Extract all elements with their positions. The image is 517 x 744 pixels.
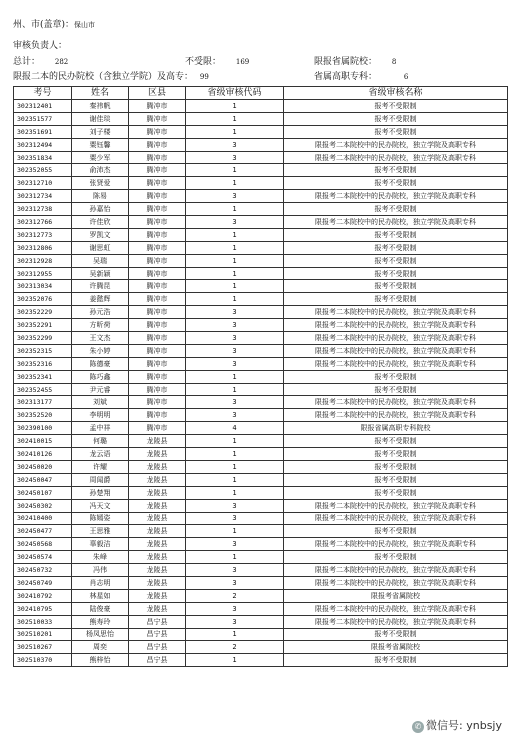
cell-county: 腾冲市 bbox=[129, 125, 186, 138]
table-row bbox=[14, 538, 508, 551]
cell-review-name: 报考不受限制 bbox=[284, 125, 508, 138]
cell-review-code: 2 bbox=[186, 641, 284, 654]
cell-exam-no: 302312955 bbox=[14, 267, 72, 280]
cell-review-name: 报考不受限制 bbox=[284, 241, 508, 254]
cell-review-code: 3 bbox=[186, 332, 284, 345]
cell-county: 龙陵县 bbox=[129, 576, 186, 589]
cell-exam-no: 302450574 bbox=[14, 551, 72, 564]
cell-review-code: 1 bbox=[186, 293, 284, 306]
cell-name: 陈德豪 bbox=[72, 357, 129, 370]
col-header-county: 区县 bbox=[129, 87, 186, 100]
vocational-label: 省属高职专科： bbox=[314, 72, 378, 82]
cell-exam-no: 302351691 bbox=[14, 125, 72, 138]
cell-county: 腾冲市 bbox=[129, 357, 186, 370]
cell-review-code: 3 bbox=[186, 538, 284, 551]
cell-review-code: 1 bbox=[186, 164, 284, 177]
cell-review-name: 限报考二本院校中的民办院校，独立学院及高职专科 bbox=[284, 576, 508, 589]
cell-exam-no: 302410126 bbox=[14, 448, 72, 461]
cell-name: 周闻爵 bbox=[72, 473, 129, 486]
cell-exam-no: 302312401 bbox=[14, 100, 72, 113]
cell-name: 陈嫣姿 bbox=[72, 512, 129, 525]
cell-county: 腾冲市 bbox=[129, 344, 186, 357]
table-row bbox=[14, 177, 508, 190]
cell-county: 腾冲市 bbox=[129, 100, 186, 113]
provincial-line bbox=[314, 57, 396, 68]
cell-review-code: 1 bbox=[186, 267, 284, 280]
cell-review-code: 1 bbox=[186, 448, 284, 461]
unrestricted-value: 169 bbox=[235, 58, 250, 66]
table-row bbox=[14, 589, 508, 602]
cell-review-code: 1 bbox=[186, 203, 284, 216]
cell-review-name: 限报考二本院校中的民办院校，独立学院及高职专科 bbox=[284, 357, 508, 370]
cell-review-name: 限报考省属院校 bbox=[284, 589, 508, 602]
cell-exam-no: 302313034 bbox=[14, 280, 72, 293]
cell-review-name: 限报考二本院校中的民办院校，独立学院及高职专科 bbox=[284, 216, 508, 229]
cell-review-name: 报考不受限制 bbox=[284, 280, 508, 293]
cell-county: 腾冲市 bbox=[129, 138, 186, 151]
cell-name: 吴瑞 bbox=[72, 254, 129, 267]
cell-exam-no: 302352315 bbox=[14, 344, 72, 357]
cell-county: 腾冲市 bbox=[129, 267, 186, 280]
cell-exam-no: 302450477 bbox=[14, 525, 72, 538]
cell-county: 昌宁县 bbox=[129, 641, 186, 654]
cell-review-code: 1 bbox=[186, 254, 284, 267]
vocational-line bbox=[314, 72, 408, 83]
cell-county: 腾冲市 bbox=[129, 151, 186, 164]
cell-review-code: 3 bbox=[186, 499, 284, 512]
cell-review-name: 报考不受限制 bbox=[284, 112, 508, 125]
cell-review-code: 1 bbox=[186, 280, 284, 293]
cell-county: 龙陵县 bbox=[129, 499, 186, 512]
private-value: 99 bbox=[199, 73, 209, 81]
cell-exam-no: 302312766 bbox=[14, 216, 72, 229]
total-value: 282 bbox=[54, 58, 69, 66]
table-row bbox=[14, 100, 508, 113]
cell-review-name: 报考不受限制 bbox=[284, 228, 508, 241]
cell-review-code: 1 bbox=[186, 654, 284, 667]
col-header-review-name: 省级审核名称 bbox=[284, 87, 508, 100]
cell-review-code: 1 bbox=[186, 370, 284, 383]
table-row bbox=[14, 125, 508, 138]
reviewer-line bbox=[13, 41, 67, 52]
watermark-text: 微信号: ynbsjy bbox=[426, 719, 502, 732]
cell-county: 腾冲市 bbox=[129, 190, 186, 203]
cell-exam-no: 302313177 bbox=[14, 396, 72, 409]
cell-exam-no: 302450107 bbox=[14, 486, 72, 499]
cell-county: 龙陵县 bbox=[129, 538, 186, 551]
col-header-exam-no: 考号 bbox=[14, 87, 72, 100]
table-row bbox=[14, 409, 508, 422]
cell-county: 腾冲市 bbox=[129, 177, 186, 190]
cell-county: 龙陵县 bbox=[129, 589, 186, 602]
cell-review-name: 报考不受限制 bbox=[284, 448, 508, 461]
cell-name: 俞沛杰 bbox=[72, 164, 129, 177]
cell-exam-no: 302450732 bbox=[14, 564, 72, 577]
table-row bbox=[14, 460, 508, 473]
cell-exam-no: 302351577 bbox=[14, 112, 72, 125]
cell-name: 粟少军 bbox=[72, 151, 129, 164]
cell-review-name: 报考不受限制 bbox=[284, 267, 508, 280]
cell-review-name: 限报考二本院校中的民办院校，独立学院及高职专科 bbox=[284, 602, 508, 615]
table-row bbox=[14, 138, 508, 151]
cell-name: 许耀 bbox=[72, 460, 129, 473]
table-row bbox=[14, 396, 508, 409]
cell-review-name: 报考不受限制 bbox=[284, 551, 508, 564]
table-row bbox=[14, 551, 508, 564]
cell-county: 龙陵县 bbox=[129, 435, 186, 448]
cell-name: 周奕 bbox=[72, 641, 129, 654]
cell-name: 陈巧鑫 bbox=[72, 370, 129, 383]
provincial-label: 限报省属院校： bbox=[314, 57, 378, 67]
table-row bbox=[14, 473, 508, 486]
cell-review-name: 报考不受限制 bbox=[284, 383, 508, 396]
cell-exam-no: 302352055 bbox=[14, 164, 72, 177]
cell-review-code: 3 bbox=[186, 344, 284, 357]
cell-exam-no: 302352291 bbox=[14, 319, 72, 332]
cell-name: 肖志明 bbox=[72, 576, 129, 589]
wechat-icon: ✆ bbox=[412, 721, 424, 733]
cell-review-code: 1 bbox=[186, 125, 284, 138]
vocational-value: 6 bbox=[403, 73, 409, 81]
cell-review-name: 报考不受限制 bbox=[284, 525, 508, 538]
prefecture-label: 州、市(盖章)： bbox=[13, 20, 75, 30]
cell-review-code: 1 bbox=[186, 228, 284, 241]
cell-review-name: 限报考二本院校中的民办院校，独立学院及高职专科 bbox=[284, 151, 508, 164]
cell-name: 冯伟 bbox=[72, 564, 129, 577]
table-header-row bbox=[14, 87, 508, 100]
table-row bbox=[14, 448, 508, 461]
cell-review-code: 2 bbox=[186, 589, 284, 602]
cell-review-code: 1 bbox=[186, 383, 284, 396]
cell-exam-no: 302352455 bbox=[14, 383, 72, 396]
table-row bbox=[14, 525, 508, 538]
cell-name: 谢佳琰 bbox=[72, 112, 129, 125]
cell-exam-no: 302450568 bbox=[14, 538, 72, 551]
table-row bbox=[14, 190, 508, 203]
cell-name: 辜毅洁 bbox=[72, 538, 129, 551]
table-row bbox=[14, 280, 508, 293]
cell-county: 昌宁县 bbox=[129, 628, 186, 641]
table-row bbox=[14, 241, 508, 254]
cell-name: 许腾昆 bbox=[72, 280, 129, 293]
cell-exam-no: 302410015 bbox=[14, 435, 72, 448]
cell-review-name: 限报考二本院校中的民办院校，独立学院及高职专科 bbox=[284, 138, 508, 151]
cell-name: 陈易 bbox=[72, 190, 129, 203]
cell-review-name: 报考不受限制 bbox=[284, 654, 508, 667]
cell-county: 龙陵县 bbox=[129, 473, 186, 486]
table-row bbox=[14, 344, 508, 357]
cell-name: 吴新颖 bbox=[72, 267, 129, 280]
cell-name: 朱峰 bbox=[72, 551, 129, 564]
cell-exam-no: 302312773 bbox=[14, 228, 72, 241]
private-label: 限报二本的民办院校（含独立学院）及高专： bbox=[13, 72, 194, 82]
cell-review-code: 1 bbox=[186, 628, 284, 641]
table-row bbox=[14, 254, 508, 267]
cell-exam-no: 302450749 bbox=[14, 576, 72, 589]
cell-county: 腾冲市 bbox=[129, 280, 186, 293]
unrestricted-label: 不受限： bbox=[185, 57, 222, 67]
cell-review-code: 3 bbox=[186, 151, 284, 164]
table-row bbox=[14, 383, 508, 396]
table-row bbox=[14, 641, 508, 654]
cell-name: 粟钰馨 bbox=[72, 138, 129, 151]
cell-county: 腾冲市 bbox=[129, 396, 186, 409]
cell-exam-no: 302410795 bbox=[14, 602, 72, 615]
cell-review-code: 1 bbox=[186, 100, 284, 113]
cell-county: 龙陵县 bbox=[129, 448, 186, 461]
cell-review-code: 3 bbox=[186, 409, 284, 422]
cell-county: 腾冲市 bbox=[129, 370, 186, 383]
table-row bbox=[14, 293, 508, 306]
cell-county: 腾冲市 bbox=[129, 254, 186, 267]
cell-county: 腾冲市 bbox=[129, 293, 186, 306]
cell-review-name: 限报考二本院校中的民办院校，独立学院及高职专科 bbox=[284, 396, 508, 409]
table-row bbox=[14, 628, 508, 641]
cell-review-name: 报考不受限制 bbox=[284, 254, 508, 267]
cell-county: 腾冲市 bbox=[129, 409, 186, 422]
cell-name: 张贤爱 bbox=[72, 177, 129, 190]
table-row bbox=[14, 499, 508, 512]
cell-review-name: 报考不受限制 bbox=[284, 460, 508, 473]
cell-review-name: 限报考二本院校中的民办院校，独立学院及高职专科 bbox=[284, 512, 508, 525]
cell-review-name: 报考不受限制 bbox=[284, 203, 508, 216]
cell-review-code: 3 bbox=[186, 190, 284, 203]
provincial-value: 8 bbox=[391, 58, 397, 66]
cell-review-code: 1 bbox=[186, 551, 284, 564]
cell-review-code: 3 bbox=[186, 357, 284, 370]
cell-review-name: 限报考二本院校中的民办院校，独立学院及高职专科 bbox=[284, 409, 508, 422]
cell-county: 腾冲市 bbox=[129, 241, 186, 254]
cell-exam-no: 302352341 bbox=[14, 370, 72, 383]
table-row bbox=[14, 357, 508, 370]
table-row bbox=[14, 564, 508, 577]
prefecture-value: 保山市 bbox=[74, 21, 96, 29]
cell-name: 朱小婷 bbox=[72, 344, 129, 357]
cell-review-name: 限报考二本院校中的民办院校，独立学院及高职专科 bbox=[284, 344, 508, 357]
table-row bbox=[14, 435, 508, 448]
cell-name: 王文杰 bbox=[72, 332, 129, 345]
cell-county: 腾冲市 bbox=[129, 203, 186, 216]
cell-exam-no: 302450047 bbox=[14, 473, 72, 486]
cell-review-name: 报考不受限制 bbox=[284, 293, 508, 306]
cell-review-name: 报考不受限制 bbox=[284, 435, 508, 448]
cell-review-code: 1 bbox=[186, 241, 284, 254]
cell-name: 熊梓怡 bbox=[72, 654, 129, 667]
cell-county: 腾冲市 bbox=[129, 319, 186, 332]
cell-county: 腾冲市 bbox=[129, 112, 186, 125]
cell-exam-no: 302312738 bbox=[14, 203, 72, 216]
cell-exam-no: 302390100 bbox=[14, 422, 72, 435]
cell-name: 方昕荷 bbox=[72, 319, 129, 332]
cell-name: 罗凯文 bbox=[72, 228, 129, 241]
cell-review-name: 报考不受限制 bbox=[284, 100, 508, 113]
cell-review-code: 3 bbox=[186, 306, 284, 319]
cell-review-name: 限报考二本院校中的民办院校，独立学院及高职专科 bbox=[284, 332, 508, 345]
cell-name: 王思雅 bbox=[72, 525, 129, 538]
cell-exam-no: 302450020 bbox=[14, 460, 72, 473]
unrestricted-line bbox=[185, 57, 249, 68]
cell-county: 昌宁县 bbox=[129, 654, 186, 667]
cell-county: 龙陵县 bbox=[129, 602, 186, 615]
cell-review-code: 1 bbox=[186, 486, 284, 499]
cell-exam-no: 302510033 bbox=[14, 615, 72, 628]
table-row bbox=[14, 216, 508, 229]
review-table bbox=[13, 86, 508, 667]
cell-exam-no: 302410792 bbox=[14, 589, 72, 602]
cell-exam-no: 302351834 bbox=[14, 151, 72, 164]
cell-review-name: 限报考二本院校中的民办院校，独立学院及高职专科 bbox=[284, 564, 508, 577]
table-row bbox=[14, 112, 508, 125]
table-row bbox=[14, 306, 508, 319]
table-row bbox=[14, 654, 508, 667]
cell-review-name: 限报考二本院校中的民办院校，独立学院及高职专科 bbox=[284, 499, 508, 512]
cell-review-name: 报考不受限制 bbox=[284, 628, 508, 641]
cell-name: 龙云语 bbox=[72, 448, 129, 461]
cell-review-name: 限报考二本院校中的民办院校，独立学院及高职专科 bbox=[284, 190, 508, 203]
cell-county: 龙陵县 bbox=[129, 564, 186, 577]
cell-review-name: 报考不受限制 bbox=[284, 177, 508, 190]
cell-county: 昌宁县 bbox=[129, 615, 186, 628]
cell-exam-no: 302312928 bbox=[14, 254, 72, 267]
cell-review-name: 报考不受限制 bbox=[284, 473, 508, 486]
cell-exam-no: 302352316 bbox=[14, 357, 72, 370]
table-row bbox=[14, 615, 508, 628]
cell-name: 李明明 bbox=[72, 409, 129, 422]
cell-review-code: 3 bbox=[186, 615, 284, 628]
cell-review-name: 限报考二本院校中的民办院校，独立学院及高职专科 bbox=[284, 306, 508, 319]
cell-name: 陆俊豪 bbox=[72, 602, 129, 615]
cell-name: 刘子楼 bbox=[72, 125, 129, 138]
table-body bbox=[14, 100, 508, 667]
cell-review-code: 3 bbox=[186, 512, 284, 525]
cell-name: 姜懿辉 bbox=[72, 293, 129, 306]
cell-name: 何璐 bbox=[72, 435, 129, 448]
table-row bbox=[14, 486, 508, 499]
cell-name: 孙嘉怡 bbox=[72, 203, 129, 216]
cell-review-code: 4 bbox=[186, 422, 284, 435]
cell-county: 龙陵县 bbox=[129, 486, 186, 499]
cell-name: 许佳欣 bbox=[72, 216, 129, 229]
table-row bbox=[14, 228, 508, 241]
cell-name: 杨凤思怡 bbox=[72, 628, 129, 641]
cell-review-code: 1 bbox=[186, 460, 284, 473]
cell-name: 谢思虹 bbox=[72, 241, 129, 254]
cell-county: 龙陵县 bbox=[129, 460, 186, 473]
private-line bbox=[13, 72, 209, 83]
cell-county: 腾冲市 bbox=[129, 332, 186, 345]
cell-name: 尹元睿 bbox=[72, 383, 129, 396]
cell-name: 熊寿玲 bbox=[72, 615, 129, 628]
cell-county: 腾冲市 bbox=[129, 383, 186, 396]
cell-county: 龙陵县 bbox=[129, 512, 186, 525]
col-header-name: 姓名 bbox=[72, 87, 129, 100]
cell-review-name: 限报省属高职专科院校 bbox=[284, 422, 508, 435]
cell-review-code: 1 bbox=[186, 473, 284, 486]
table-row bbox=[14, 203, 508, 216]
cell-name: 刘斌 bbox=[72, 396, 129, 409]
cell-exam-no: 302352520 bbox=[14, 409, 72, 422]
table-row bbox=[14, 422, 508, 435]
cell-exam-no: 302312494 bbox=[14, 138, 72, 151]
total-line bbox=[13, 57, 68, 68]
cell-review-name: 限报考二本院校中的民办院校，独立学院及高职专科 bbox=[284, 538, 508, 551]
cell-exam-no: 302352076 bbox=[14, 293, 72, 306]
watermark bbox=[409, 716, 505, 734]
table-row bbox=[14, 164, 508, 177]
table-row bbox=[14, 602, 508, 615]
cell-review-name: 报考不受限制 bbox=[284, 164, 508, 177]
cell-county: 腾冲市 bbox=[129, 422, 186, 435]
table-row bbox=[14, 151, 508, 164]
cell-review-name: 限报考省属院校 bbox=[284, 641, 508, 654]
cell-exam-no: 302352299 bbox=[14, 332, 72, 345]
cell-name: 孙楚翔 bbox=[72, 486, 129, 499]
cell-review-name: 报考不受限制 bbox=[284, 486, 508, 499]
cell-review-code: 3 bbox=[186, 396, 284, 409]
cell-review-code: 3 bbox=[186, 576, 284, 589]
cell-county: 腾冲市 bbox=[129, 164, 186, 177]
cell-exam-no: 302450302 bbox=[14, 499, 72, 512]
cell-exam-no: 302352229 bbox=[14, 306, 72, 319]
cell-review-code: 1 bbox=[186, 525, 284, 538]
cell-county: 腾冲市 bbox=[129, 306, 186, 319]
cell-review-code: 3 bbox=[186, 216, 284, 229]
cell-review-code: 1 bbox=[186, 435, 284, 448]
cell-name: 孙元浩 bbox=[72, 306, 129, 319]
prefecture-line bbox=[13, 20, 95, 31]
table-row bbox=[14, 267, 508, 280]
cell-exam-no: 302510267 bbox=[14, 641, 72, 654]
cell-review-code: 1 bbox=[186, 112, 284, 125]
cell-review-name: 限报考二本院校中的民办院校，独立学院及高职专科 bbox=[284, 319, 508, 332]
cell-review-code: 3 bbox=[186, 138, 284, 151]
cell-county: 腾冲市 bbox=[129, 216, 186, 229]
cell-review-code: 3 bbox=[186, 564, 284, 577]
cell-exam-no: 302510370 bbox=[14, 654, 72, 667]
cell-name: 冯天文 bbox=[72, 499, 129, 512]
col-header-review-code: 省级审核代码 bbox=[186, 87, 284, 100]
cell-exam-no: 302312734 bbox=[14, 190, 72, 203]
cell-exam-no: 302410400 bbox=[14, 512, 72, 525]
cell-name: 孟中祥 bbox=[72, 422, 129, 435]
cell-exam-no: 302510201 bbox=[14, 628, 72, 641]
cell-county: 龙陵县 bbox=[129, 551, 186, 564]
total-label: 总计： bbox=[13, 57, 41, 67]
table-row bbox=[14, 512, 508, 525]
cell-county: 腾冲市 bbox=[129, 228, 186, 241]
cell-review-name: 报考不受限制 bbox=[284, 370, 508, 383]
cell-exam-no: 302312710 bbox=[14, 177, 72, 190]
table-row bbox=[14, 370, 508, 383]
table-row bbox=[14, 576, 508, 589]
cell-review-code: 3 bbox=[186, 319, 284, 332]
table-row bbox=[14, 319, 508, 332]
cell-review-code: 3 bbox=[186, 602, 284, 615]
cell-review-code: 1 bbox=[186, 177, 284, 190]
cell-name: 林星如 bbox=[72, 589, 129, 602]
cell-county: 龙陵县 bbox=[129, 525, 186, 538]
table-row bbox=[14, 332, 508, 345]
cell-name: 秦祎帆 bbox=[72, 100, 129, 113]
reviewer-label: 审核负责人： bbox=[13, 41, 68, 51]
cell-review-name: 限报考二本院校中的民办院校，独立学院及高职专科 bbox=[284, 615, 508, 628]
cell-exam-no: 302312806 bbox=[14, 241, 72, 254]
